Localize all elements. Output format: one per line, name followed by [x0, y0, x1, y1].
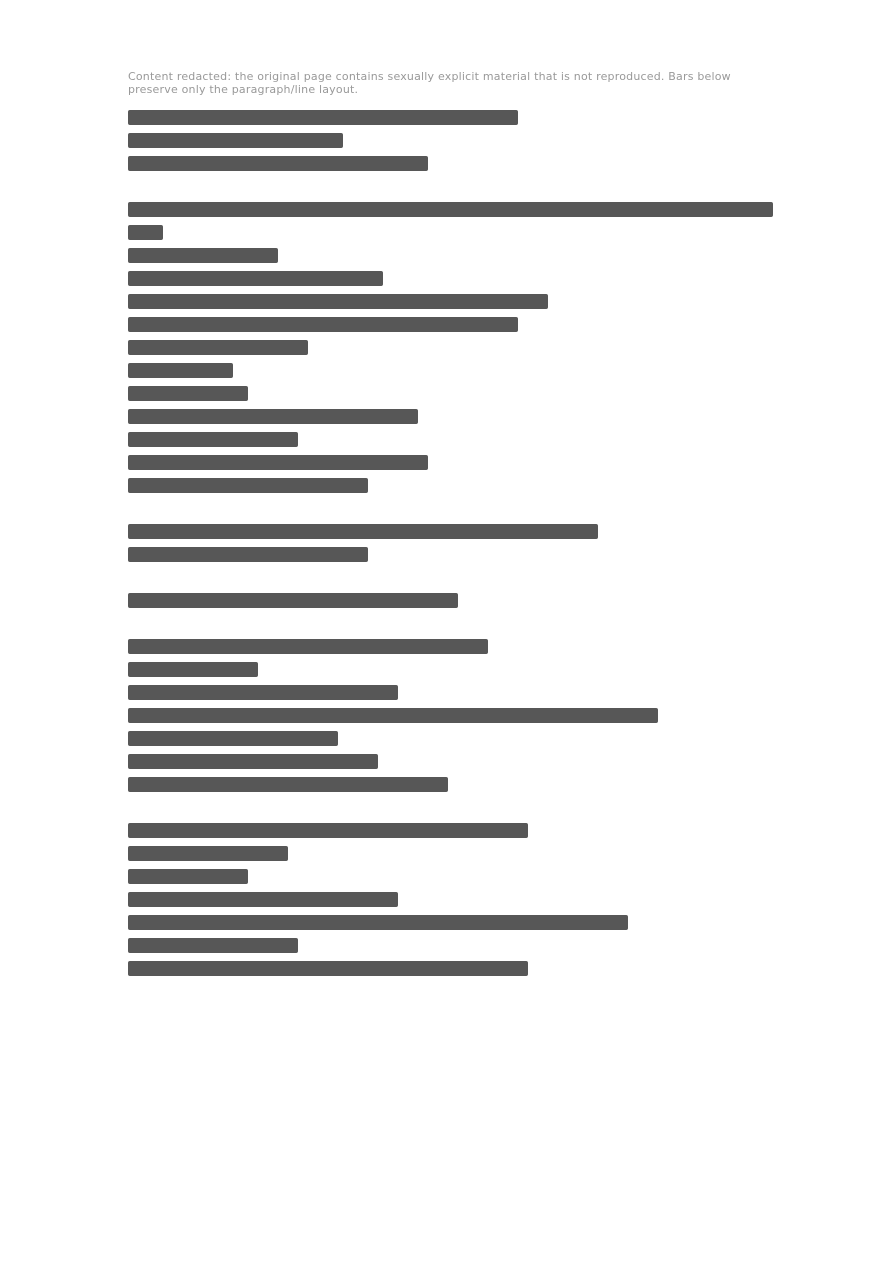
paragraph-gap — [128, 501, 776, 516]
redacted-text-line — [128, 685, 398, 700]
redacted-text-line — [128, 869, 248, 884]
redacted-text-line — [128, 294, 548, 309]
redacted-text-line — [128, 455, 428, 470]
redacted-text-line — [128, 731, 338, 746]
redacted-text-line — [128, 662, 258, 677]
redacted-text-line — [128, 547, 368, 562]
paragraph-gap — [128, 800, 776, 815]
redacted-text-line — [128, 409, 418, 424]
redacted-text-line — [128, 110, 518, 125]
redacted-text-line — [128, 317, 518, 332]
redacted-text-line — [128, 386, 248, 401]
redacted-text-line — [128, 225, 163, 240]
redacted-text-line — [128, 524, 598, 539]
redacted-text-line — [128, 846, 288, 861]
redacted-text-line — [128, 892, 398, 907]
redacted-text-line — [128, 271, 383, 286]
paragraph-gap — [128, 616, 776, 631]
redacted-text-line — [128, 363, 233, 378]
redacted-text-line — [128, 777, 448, 792]
redacted-text-line — [128, 915, 628, 930]
paragraph-gap — [128, 570, 776, 585]
redacted-text-line — [128, 156, 428, 171]
redacted-text-line — [128, 961, 528, 976]
redacted-text-line — [128, 478, 368, 493]
redacted-text-line — [128, 432, 298, 447]
redaction-note: Content redacted: the original page contains sexually explicit material that is not reproduced. Bars below preserve only the paragraph/line layout. — [128, 70, 731, 96]
redacted-text-line — [128, 754, 378, 769]
redacted-text-line — [128, 593, 458, 608]
text-block — [128, 110, 776, 984]
redacted-text-line — [128, 248, 278, 263]
redacted-text-line — [128, 938, 298, 953]
redacted-text-line — [128, 823, 528, 838]
redacted-text-line — [128, 708, 658, 723]
redacted-text-line — [128, 340, 308, 355]
redacted-text-line — [128, 202, 773, 217]
redacted-text-line — [128, 133, 343, 148]
paragraph-gap — [128, 179, 776, 194]
redacted-text-line — [128, 639, 488, 654]
